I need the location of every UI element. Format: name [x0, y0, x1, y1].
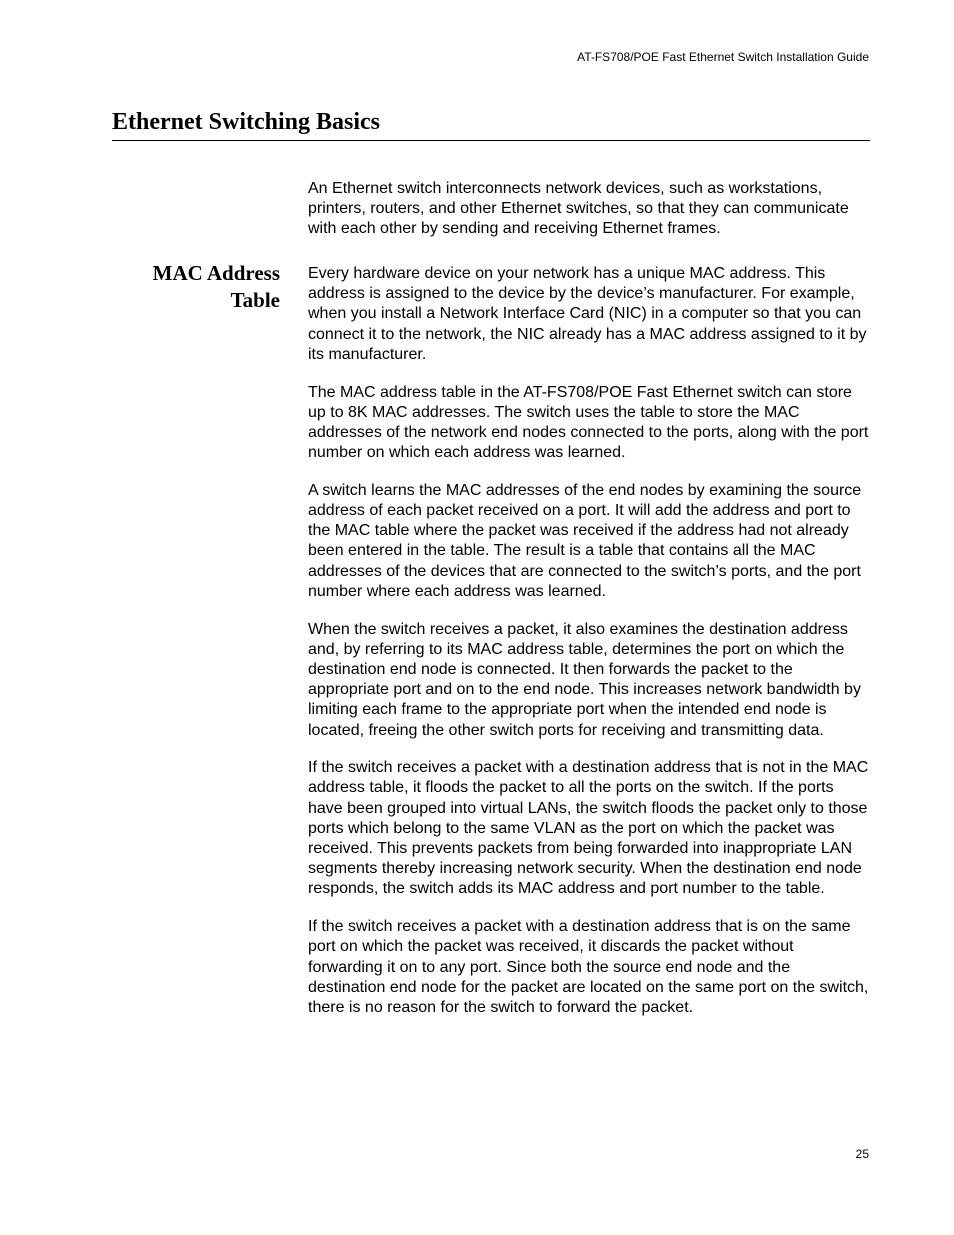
section-paragraph: If the switch receives a packet with a destination address that is on the same port on which the packet was received, it discards the packet without forwarding it on to any port. Since both the source end node and the destination end node for the packet are located on the same port on the switch, there is no reason for the switch to forward the packet.	[308, 918, 869, 1016]
section-paragraph: Every hardware device on your network has a unique MAC address. This address is assigned to the device by the device’s manufacturer. For example, when you install a Network Interface Card (NIC) in a computer so that you can connect it to the network, the NIC already has a MAC address assigned to it by its manufacturer.	[308, 265, 867, 363]
section-paragraph: When the switch receives a packet, it also examines the destination address and, by referring to its MAC address table, determines the port on which the destination end node is connected. It then forwards the packet to the appropriate port and on to the end node. This increases network bandwidth by limiting each frame to the appropriate port when the intended end node is located, freeing the other switch ports for receiving and transmitting data.	[308, 620, 861, 739]
chapter-title: Ethernet Switching Basics	[112, 109, 381, 135]
chapter-intro	[308, 179, 870, 257]
title-divider	[112, 140, 870, 141]
running-header: AT-FS708/POE Fast Ethernet Switch Installation Guide	[577, 50, 869, 64]
section-paragraph: The MAC address table in the AT-FS708/POE Fast Ethernet switch can store up to 8K MAC addresses. The switch uses the table to store the MAC addresses of the network end nodes connected to the ports, along with the port number on which each address was learned.	[308, 383, 869, 462]
page-number: 25	[855, 1147, 869, 1161]
section-paragraph: A switch learns the MAC addresses of the end nodes by examining the source address of each packet received on a port. It will add the address and port to the MAC table where the packet was received if the address had not already been entered in the table. The result is a table that contains all the MAC addresses of the devices that are connected to the switch’s ports, and the port number where each address was learned.	[308, 481, 862, 600]
section-paragraph: If the switch receives a packet with a destination address that is not in the MAC address table, it floods the packet to all the ports on the switch. If the ports have been grouped into virtual LANs, the switch floods the packet only to those ports which belong to the same VLAN as the port on which the packet was received. This prevents packets from being forwarded into inappropriate LAN segments thereby increasing network security. When the destination end node responds, the switch adds its MAC address and port number to the table.	[308, 759, 869, 898]
section-heading: MAC Address Table	[152, 261, 280, 312]
intro-paragraph: An Ethernet switch interconnects network devices, such as workstations, printers, routers, and other Ethernet switches, so that they can communicate with each other by sending and receiving Ethernet frames.	[308, 180, 849, 238]
section-body	[308, 264, 870, 1036]
